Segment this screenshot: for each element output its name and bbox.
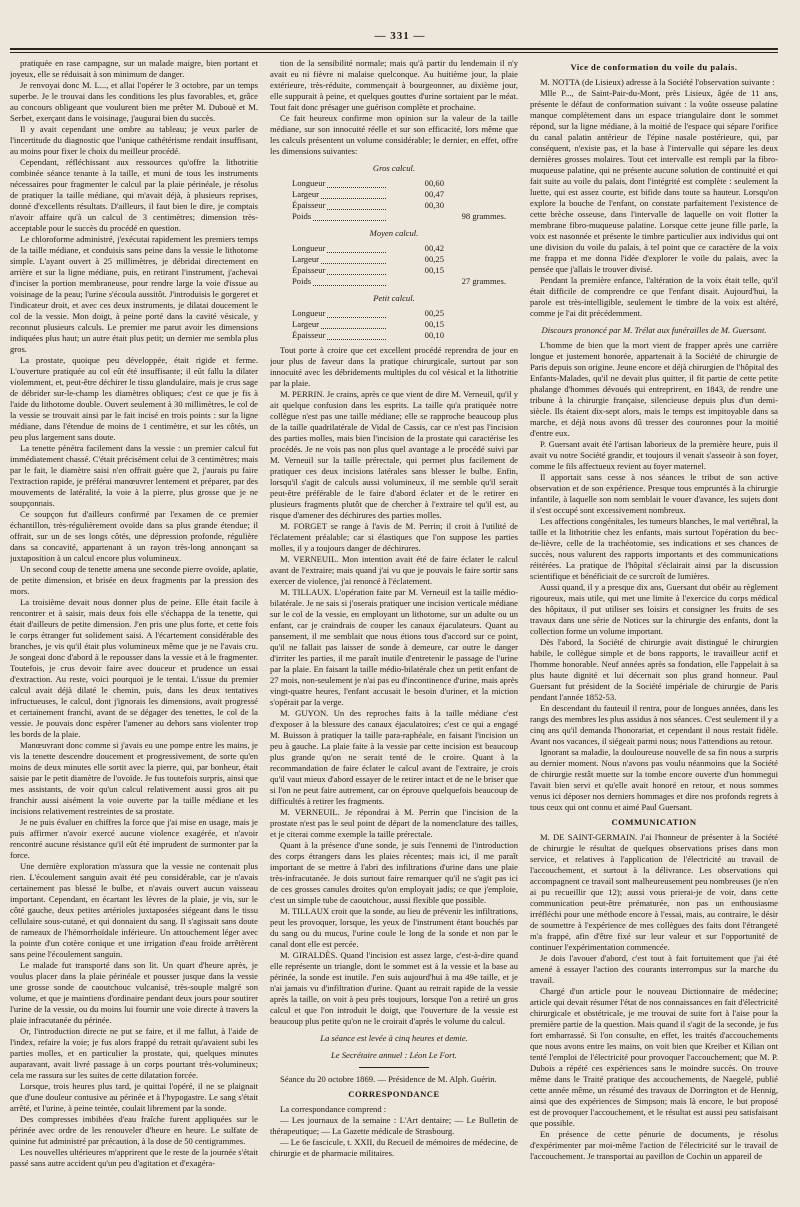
measurement-row bbox=[270, 189, 518, 200]
secretary-signature: Le Secrétaire annuel : Léon Le Fort. bbox=[331, 1050, 457, 1060]
measurement-label: Largeur bbox=[292, 319, 320, 329]
measurement-total: 98 grammes. bbox=[461, 211, 506, 221]
paragraph: L'homme de bien que la mort vient de frapper après une carrière longue et justement honorée, appartenait à la Société de chirurgie de Paris depuis son origine. Jeune encore et déjà chirurgien de l'hôpital des Enfants-Malades, qu'il ne devait plus quitter, il fit partie de cette petite phalange d'hommes dévoués qui entreprirent, en 1843, de rendre une tribune à la chirurgie française, silencieuse depuis plus d'un demi-siècle. Ils étaient dix-sept alors, mais le temps est impitoyable dans sa marche, et déjà nous avons dû tresser des couronnes pour la moitié d'entre eux. bbox=[530, 340, 778, 438]
measurement-label: Longueur bbox=[292, 178, 326, 188]
paragraph: La tenette pénétra facilement dans la vessie : un premier calcul fut immédiatement chassé. C'était précisément celui de 3 centimètres; mais par le fait, le diamètre saisi n'en offrait guère que 2, j'aurais pu faire l'extraction rapide, je préférai manœuvrer lentement et préparer, par des mouvements de latéralité, la voie à la pierre, plus grosse que je ne soupçonnais. bbox=[10, 443, 258, 508]
measurement-total bbox=[444, 178, 506, 189]
paragraph: Lorsque, trois heures plus tard, je quittai l'opéré, il ne se plaignait que d'une douleur contusive au périnée et à l'hypogastre. Le sang s'était arrêté, et l'urine, à peine teintée, coulait librement par la sonde. bbox=[10, 1081, 258, 1113]
paragraph: pratiquée en rase campagne, sur un malade maigre, bien portant et joyeux, elle se réduisait à son minimum de danger. bbox=[10, 58, 258, 79]
measurement-table bbox=[270, 178, 518, 222]
measurement-row bbox=[270, 330, 518, 341]
measurement-value bbox=[392, 276, 444, 287]
measurement-row bbox=[270, 178, 518, 189]
measurement-row bbox=[270, 265, 518, 276]
paragraph: Quant à la présence d'une sonde, je suis l'ennemi de l'introduction des corps étrangers dans les plaies récentes; mais ici, il me paraît important de se mettre à l'abri des infiltrations d'urine dans une plaie très-infracutanée. Je dois surtout faire remarquer qu'il ne s'agit pas ici de ces grosses canules droites qu'on employait jadis; ce que j'emploie, c'est un simple tube de caoutchouc, aussi flexible que possible. bbox=[270, 840, 518, 905]
paragraph: Dès l'abord, la Société de chirurgie avait distingué le chirurgien habile, le collègue simple et de bons rapports, le travailleur actif et l'homme honorable. Neuf années après sa fondation, elle l'appelait à sa plus haute dignité et lui décernait son plus grand honneur. Paul Guersant fut président de la Société impériale de chirurgie de Paris pendant l'année 1852-53. bbox=[530, 637, 778, 702]
paragraph: Tout porte à croire que cet excellent procédé reprendra de jour en jour plus de faveur dans la pratique chirurgicale, surtout par son innocuité avec les débridements multiples du col vésical et la lithotritie par la plaie. bbox=[270, 345, 518, 388]
measurement-total bbox=[444, 200, 506, 211]
measurement-row bbox=[270, 254, 518, 265]
measurement-table bbox=[270, 243, 518, 287]
paragraph: Manœuvrant donc comme si j'avais eu une pompe entre les mains, je vis la tenette descendre doucement et progressivement, de sorte qu'en moins de deux minutes elle sortit avec la pierre, qui, par bonheur, était saisie par le petit diamètre de l'ovoïde. Je fus toutefois surpris, ainsi que mes assistants, de voir qu'un calcul relativement aussi gros ait pu franchir aussi aisément la voie ouverte par la taille médiane et les incisions relativement restreintes de sa prostate. bbox=[10, 740, 258, 816]
table-title: Gros calcul. bbox=[372, 163, 416, 173]
table-title: Moyen calcul. bbox=[369, 228, 419, 238]
section-title: CORRESPONDANCE bbox=[348, 1089, 440, 1099]
measurement-label: Longueur bbox=[292, 243, 326, 253]
measurement-label: Épaisseur bbox=[292, 330, 326, 340]
measurement-label: Épaisseur bbox=[292, 265, 326, 275]
paragraph: Je renvoyai donc M. L..., et allai l'opérer le 3 octobre, par un temps superbe. Je le trouvai dans les conditions les plus favorables, et, grâce au concours obligeant que voulurent bien me prêter M. Dubouë et M. Serbet, exerçant dans le voisinage, j'augurai bien du succès. bbox=[10, 80, 258, 123]
measurement-value: 00,10 bbox=[424, 330, 444, 340]
column-right bbox=[530, 58, 778, 1201]
paragraph: En descendant du fauteuil il rentra, pour de longues années, dans les rangs des membres les plus assidus à nos séances. C'est seulement il y a cinq ans qu'il demanda l'honorariat, et cependant il nous restait fidèle. Avant nos vacances, il siégeait parmi nous; nous l'attendions au retour. bbox=[530, 703, 778, 746]
header-rule bbox=[10, 48, 778, 50]
session-closing: La séance est levée à cinq heures et demie. bbox=[320, 1033, 468, 1043]
paragraph: Ce soupçon fut d'ailleurs confirmé par l'examen de ce premier échantillon, très-régulièrement ovoïde dans sa plus grande étendue; il offrait, sur un de ses longs côtés, une dépression profonde, régulière dans sa concavité, appartenant à un rayon très-long annonçant sa juxtaposition à un calcul encore plus volumineux. bbox=[10, 509, 258, 563]
measurement-total bbox=[444, 308, 506, 319]
paragraph: Le chloroforme administré, j'exécutai rapidement les premiers temps de la taille médiane, et conduisis sans peine dans la vessie le lithotome simple. L'ayant ouvert à 25 millimètres, je débridai directement en arrière et sur la ligne médiane, puis, en retirant l'instrument, j'achevai d'inciser la portion membraneuse, pour rendre large la voie d'issue au voisinage de la peau; l'urine s'écoula aussitôt. J'introduisis le gorgeret et l'indicateur droit, et avec ces deux instruments, je dilatai doucement le col de la vessie. Mon doigt, à peine porté dans la cavité vésicale, y reconnut plusieurs calculs. Le premier me parut avoir les dimensions indiquées plus haut; un autre était plus petit; un dernier me sembla plus gros. bbox=[10, 234, 258, 354]
measurement-total bbox=[444, 319, 506, 330]
paragraph: — Les journaux de la semaine : L'Art dentaire; — Le Bulletin de thérapeutique; — La Gazette médicale de Strasbourg. bbox=[270, 1115, 518, 1136]
measurement-value: 00,25 bbox=[424, 308, 444, 318]
paragraph: Je ne puis évaluer en chiffres la force que j'ai mise en usage, mais je puis affirmer n'avoir exercé aucune violence exagérée, et n'avoir rencontré aucune résistance qu'il eût été imprudent de surmonter par la force. bbox=[10, 817, 258, 860]
measurement-value: 00,47 bbox=[424, 189, 444, 199]
paragraph: P. Guersant avait été l'artisan laborieux de la première heure, puis il avait vu notre Société grandir, et toujours il venait s'asseoir à son foyer, comme le fils affectueux revient au foyer maternel. bbox=[530, 439, 778, 471]
header-rule-thin bbox=[10, 52, 778, 53]
paragraph: La correspondance comprend : bbox=[280, 1104, 387, 1114]
paragraph: M. DE SAINT-GERMAIN. J'ai l'honneur de présenter à la Société de chirurgie le résultat de quelques observations prises dans mon service, et relatives à l'application de l'électricité au travail de l'accouchement, et surtout à la délivrance. Les observations qui accompagnent ce travail sont malheureusement peu nombreuses (je n'en ai pu recueillir que 12); aussi vous prierai-je de voir, dans cette communication peut-être prématurée, non pas un enthousiasme irréfléchi pour une méthode encore à l'essai, mais, au contraire, le désir de soumettre à l'expérience de mes collègues des faits dont l'étrangeté m'a frappé, afin d'être fixé sur leur valeur et sur l'opportunité de continuer l'expérimentation commencée. bbox=[530, 832, 778, 952]
column-middle bbox=[270, 58, 518, 1201]
paragraph: Les nouvelles ultérieures m'apprirent que le reste de la journée s'était passé sans autre accident qu'un peu d'agitation et d'exagéra- bbox=[10, 1147, 258, 1168]
text-columns bbox=[10, 58, 778, 1201]
paragraph: Aussi quand, il y a presque dix ans, Guersant dut obéir au règlement rigoureux, mais utile, qui met une limite à l'exercice du corps médical des hôpitaux, il put utiliser ses loisirs et consigner les fruits de ses travaux dans une série de Notices sur la chirurgie des enfants, dont la collection forme un volume important. bbox=[530, 582, 778, 636]
measurement-value bbox=[392, 211, 444, 222]
paragraph: — Le 6e fascicule, t. XXII, du Recueil de mémoires de médecine, de chirurgie et de pharmacie militaires. bbox=[270, 1137, 518, 1158]
measurement-row bbox=[270, 319, 518, 330]
paragraph: M. TILLAUX croit que la sonde, au lieu de prévenir les infiltrations, peut les provoquer, lorsque, les yeux de l'instrument étant bouchés par du sang ou du mucus, l'urine coule le long de la sonde et non par le canal dont elle est percée. bbox=[270, 906, 518, 949]
page-header: — 331 — bbox=[374, 30, 426, 42]
section-title: COMMUNICATION bbox=[611, 817, 697, 827]
paragraph: En présence de cette pénurie de documents, je résolus d'expérimenter par moi-même l'action de l'électricité sur le travail de l'accouchement. Je transportai au pavillon de Cochin un appareil de bbox=[530, 1129, 778, 1161]
measurement-label: Épaisseur bbox=[292, 200, 326, 210]
paragraph: Ce fait heureux confirme mon opinion sur la valeur de la taille médiane, sur son innocuité réelle et sur son efficacité, lors même que les calculs présentent un volume considérable; le dernier, en effet, offre les dimensions suivantes: bbox=[270, 113, 518, 156]
paragraph: Je dois l'avouer d'abord, c'est tout à fait fortuitement que j'ai été amené à essayer l'action des courants interrompus sur la marche du travail. bbox=[530, 953, 778, 985]
paragraph: Une dernière exploration m'assura que la vessie ne contenait plus rien. L'écoulement sanguin avait été peu considérable, car je n'avais certainement pas blessé le bulbe, et n'avais ouvert aucun vaisseau important. Cependant, en écartant les lèvres de la plaie, je vis, sur le côté gauche, deux petites artérioles juxtaposées siégeant dans le tissu cellulaire sous-cutané, et qui donnaient du sang. Il s'agissait sans doute de rameaux de l'hémorrhoïdale inférieure. Un attouchement léger avec la pointe d'un cotère conique et une irrigation d'eau froide arrêtèrent sans peine l'écoulement sanguin. bbox=[10, 861, 258, 959]
paragraph: Le malade fut transporté dans son lit. Un quart d'heure après, je voulus placer dans la plaie périnéale et pousser jusque dans la vessie une grosse sonde de caoutchouc vulcanisé, très-souple malgré son volume, et que je maintiens d'ordinaire pendant deux jours pour soutirer l'urine de la vessie, ou du moins lui fournir une voie directe à travers la plaie infracutanée du périnée. bbox=[10, 960, 258, 1025]
paragraph: M. VERNEUIL. Mon intention avait été de faire éclater le calcul avant de l'extraire; mais quand j'ai vu que je pouvais le faire sortir sans exercer de violence, j'ai renoncé à l'éclatement. bbox=[270, 554, 518, 586]
paragraph: Mlle P..., de Saint-Pair-du-Mont, près Lisieux, âgée de 11 ans, présente le défaut de conformation suivant : la voûte osseuse palatine manque complétement dans un espace triangulaire dont le sommet répond, sur la ligne médiane, à la moitié de l'espace qui sépare l'orifice du canal palatin antérieur de l'épine nasale postérieure, qui, par conséquent, n'existe pas, et la base à l'intervalle qui sépare les deux dernières grosses molaires. Tout cet intervalle est rempli par la fibro-muqueuse palatine, qui ne présente aucune solution de continuité et qui fait suite au voile du palais, dont l'intégrité est complète : seulement la luette, qui est assez courte, est bifide dans toute sa hauteur. Lorsqu'on explore la bouche de l'enfant, on constate parfaitement l'existence de cette brèche osseuse, dans l'intervalle de laquelle on voit flotter la membrane fibro-muqueuse palatine. Lorsque cette jeune fille parle, la voix est nasonnée et présente le timbre particulier aux individus qui ont une division du voile du palais, à tel point que ce caractère de la voix me frappa et me donna l'idée d'explorer le voile du palais, avec la pensée que j'allais le trouver divisé. bbox=[530, 88, 778, 274]
measurement-total bbox=[444, 254, 506, 265]
paragraph: Pendant la première enfance, l'altération de la voix était telle, qu'il était difficile de comprendre ce que l'enfant disait. Aujourd'hui, la parole est très-intelligible, seulement le timbre de la voix est altéré, comme je l'ai dit précédemment. bbox=[530, 275, 778, 318]
paragraph: M. GIRALDÈS. Quand l'incision est assez large, c'est-à-dire quand elle représente un triangle, dont le sommet est à la vessie et la base au périnée, la sonde est inutile. J'en suis aujourd'hui à ma 49e taille, et je n'ai jamais vu d'infiltration d'urine. Quant au retrait rapide de la vessie après la taille, on voit à peu près toujours, lorsque l'on a retiré un gros calcul et que l'on introduit le doigt, que l'ouverture de la vessie est beaucoup plus petite qu'on ne le croirait d'après le volume du calcul. bbox=[270, 950, 518, 1026]
measurement-label: Largeur bbox=[292, 254, 320, 264]
paragraph: Ignorant sa maladie, la douloureuse nouvelle de sa fin nous a surpris au dernier moment. Nous n'avons pas voulu néanmoins que la Société de chirurgie restât muette sur la tombe encore ouverte d'un hommegui l'avait bien servi et qu'elle avait honoré en retour, et nous sommes venus ici déposer nos derniers hommages et dire nos profonds regrets à tous ceux qui ont connu et aimé Paul Guersant. bbox=[530, 747, 778, 812]
measurement-row bbox=[270, 276, 518, 287]
measurement-label: Poids bbox=[292, 211, 312, 221]
measurement-label: Largeur bbox=[292, 189, 320, 199]
paragraph: M. TILLAUX. L'opération faite par M. Verneuil est la taille médio-bilatérale. Je ne sais si j'oserais pratiquer une incision verticale médiane sur le col de la vessie, en employant un lithotome, sur un adulte ou un enfant, car je craindrais de couper les canaux éjaculateurs. Quant au pansement, il me semblait que nous étions tous d'accord sur ce point, qu'il ne fallait pas laisser de sonde à demeure, car outre le danger d'irriter les parties, il me paraît inutile d'entretenir le passage de l'urine par la plaie. En faisant la taille médio-bilatérale chez un petit enfant de 27 mois, non-seulement je n'ai pas eu d'incontinence d'urine, mais après vingt-quatre heures, l'enfant accusait le besoin d'uriner, et la miction s'opérait par la verge. bbox=[270, 587, 518, 707]
measurement-value: 00,30 bbox=[424, 200, 444, 210]
measurement-total bbox=[444, 330, 506, 341]
paragraph: Cependant, réfléchissant aux ressources qu'offre la lithotritie combinée séance tenante à la taille, et muni de tous les instruments nécessaires pour fragmenter le calcul par la plaie périnéale, je résolus de pratiquer la taille médiane, qui m'avait déjà, à plusieurs reprises, donné d'excellents résultats. D'ailleurs, il faut bien le dire, je comptais n'avoir affaire qu'à un calcul de 3 centimètres; dimension très-acceptable pour le succès du procédé en question. bbox=[10, 157, 258, 233]
section-divider bbox=[359, 1067, 429, 1068]
table-title: Petit calcul. bbox=[373, 293, 415, 303]
paragraph: M. NOTTA (de Lisieux) adresse à la Société l'observation suivante : bbox=[540, 77, 775, 87]
paragraph: Un second coup de tenette amena une seconde pierre ovoïde, aplatie, de petite dimension, et brisée en deux fragments par la pression des mors. bbox=[10, 564, 258, 596]
paragraph: La troisième devait nous donner plus de peine. Elle était facile à rencontrer et à saisir, mais deux fois elle s'échappa de la tenette, qui était d'ailleurs de petite dimension. J'en pris une plus forte, et cette fois le corps étranger fut solidement saisi. A l'écartement considérable des branches, je vis qu'il était plus volumineux même que je ne l'avais cru. Je songeai donc d'abord à le repousser dans la vessie et à le fragmenter. Toutefois, je crus devoir faire avec douceur et prudence un essai d'extraction. Au reste, voici pourquoi je le tentai. L'issue du premier calcul avait déjà dilaté le chemin, puis, dans les deux tentatives infructueuses, le calcul, dont j'ignorais les dimensions, avait progressé et certainement franchi, avant de se dégager des tenettes, le col de la vessie. Je pouvais donc espérer l'amener au dehors sans violenter trop les bords de la plaie. bbox=[10, 597, 258, 739]
paragraph: M. VERNEUIL. Je répondrai à M. Perrin que l'incision de la prostate n'est pas le seul point de départ de la nomenclature des tailles, et je citerai comme exemple la taille prérectale. bbox=[270, 807, 518, 839]
column-left bbox=[10, 58, 258, 1201]
measurement-total: 27 grammes. bbox=[461, 276, 506, 286]
measurement-value: 00,25 bbox=[424, 254, 444, 264]
paragraph: M. FORGET se range à l'avis de M. Perrin; il croit à l'utilité de l'éclatement préalable; car si élastiques que l'on suppose les parties molles, il y a toujours danger de déchirures. bbox=[270, 521, 518, 553]
measurement-table bbox=[270, 308, 518, 341]
paragraph: M. GUYON. Un des reproches faits à la taille médiane c'est d'exposer à la blessure des canaux éjaculatoires; c'est ce qui a engagé M. Buisson à pratiquer la taille para-raphéale, en faisant l'incision un peu à gauche. La plaie faite à la vessie par cette incision est beaucoup plus grande qu'on ne serait tenté de le croire. Quant à la recommandation de faire éclater le calcul avant de l'extraire, je crois qu'il vaut mieux d'abord essayer de le retirer intact et de ne le briser que si l'on ne peut faire autrement, car on éprouve quelquefois beaucoup de difficultés à retirer les fragments. bbox=[270, 708, 518, 806]
paragraph: Or, l'introduction directe ne put se faire, et il me fallut, à l'aide de l'index, refaire la voie; je fus alors frappé du retrait qu'avaient subi les parties molles, et en particulier la prostate, qui, quelques minutes auparavant, avait livré passage à un corps pourtant très-volumineux; cela me rassura sur les suites de cette dilatation forcée. bbox=[10, 1026, 258, 1080]
paragraph: Des compresses imbibées d'eau fraîche furent appliquées sur le périnée avec ordre de les renouveler d'heure en heure. Le sulfate de quinine fut administré par précaution, à la dose de 50 centigrammes. bbox=[10, 1114, 258, 1146]
measurement-row bbox=[270, 200, 518, 211]
paragraph: Il y avait cependant une ombre au tableau; je veux parler de l'incertitude du diagnostic que l'unique cathétérisme rendait insuffisant, au moins pour fixer le choix du meilleur procédé. bbox=[10, 124, 258, 156]
measurement-value: 00,42 bbox=[424, 243, 444, 253]
measurement-value: 00,15 bbox=[424, 265, 444, 275]
paragraph: Il apportait sans cesse à nos séances le tribut de son active observation et de son expérience. Presque tous empruntés à la chirurgie infantile, à laquelle son nom semblait le vouer d'avance, les sujets dont il s'est occupé sont excessivement nombreux. bbox=[530, 472, 778, 515]
measurement-row bbox=[270, 243, 518, 254]
measurement-row bbox=[270, 211, 518, 222]
section-title: Vice de conformation du voile du palais. bbox=[570, 62, 738, 72]
measurement-label: Longueur bbox=[292, 308, 326, 318]
measurement-total bbox=[444, 243, 506, 254]
measurement-value: 00,15 bbox=[424, 319, 444, 329]
paragraph: La prostate, quoique peu développée, était rigide et ferme. L'ouverture pratiquée au col eût été insuffisante; il eût fallu la dilater violemment, et, peut-être déchirer le tissu glandulaire, mais je crus sage de débrider sur-le-champ les diamètres obliques; c'est ce que je fis à l'aide du lithotome double. Ouvert seulement à 30 millimètres, le col de la vessie se trouvait ainsi par le fait incisé en trois points : sur la ligne médiane, dans l'étendue de moins de 1 centimètre, et sur les côtés, un peu plus largement sans doute. bbox=[10, 355, 258, 442]
measurement-label: Poids bbox=[292, 276, 312, 286]
measurement-value: 00,60 bbox=[424, 178, 444, 188]
paragraph: tion de la sensibilité normale; mais qu'à partir du lendemain il n'y avait eu ni fièvre ni malaise quelconque. Au huitième jour, la plaie extérieure, très-réduite, commençait à bourgeonner, au dixième jour, elle suppurait à peine, et quelques gouttes d'urine sortaient par le méat. Tout fait donc présager une guérison complète et prochaine. bbox=[270, 58, 518, 112]
discourse-title: Discours prononcé par M. Trélat aux funérailles de M. Guersant. bbox=[541, 325, 767, 335]
paragraph: Chargé d'un article pour le nouveau Dictionnaire de médecine; article qui devait résumer l'état de nos connaissances en fait d'électricité chirurgicale et obstétricale, je me trouvai de suite fort à l'aise pour la première partie de la question. Mais quand il s'agit de la seconde, je fus fort embarrassé. Si l'on consulte, en effet, les traités d'accouchements que nous avons entre les mains, on voit bien que Kreiber et Kilian ont tenté l'emploi de l'électricité pour provoquer l'accouchement; que M. P. Dubois a répété ces expériences sans le moindre succès. On trouve même dans le Traité pratique des accouchements, de Naegelé, publié cette année même, un résumé des travaux de Dorrington et de Hennig, ainsi que des expériences de Simpson; mais là encore, le but proposé est de provoquer l'accouchement, et le résultat est aussi peu satisfaisant que possible. bbox=[530, 986, 778, 1128]
session-heading: Séance du 20 octobre 1869. — Présidence de M. Alph. Guérin. bbox=[280, 1074, 497, 1084]
measurement-total bbox=[444, 189, 506, 200]
paragraph: Les affections congénitales, les tumeurs blanches, le mal vertébral, la taille et la lithotritie chez les enfants, mais surtout l'opération du bec-de-lièvre, celle de la trachéotomie, ses indications et ses chances de succès, nous valurent des rapports importants et des communications réitérées. La pratique de l'hôpital s'éclairait ainsi par la discussion scientifique et bénéficiait de ce surcroît de lumières. bbox=[530, 516, 778, 581]
measurement-row bbox=[270, 308, 518, 319]
paragraph: M. PERRIN. Je crains, après ce que vient de dire M. Verneuil, qu'il y ait quelque confusion dans les esprits. La taille qu'a pratiquée notre collègue n'est pas une taille médiane; elle se rapproche beaucoup plus de la taille quadrilatérale de Vidal de Cassis, car ce n'est pas l'incision des parties molles, mais bien l'incision de la prostate qui caractérise les procédés. Je ne vois pas non plus quel avantage a le procédé suivi par M. Verneuil sur la taille prérectale, qui permet plus facilement de pratiquer ces deux incisions latérales sans blesser le bulbe. Enfin, lorsqu'il s'agit de calculs aussi volumineux, il me semble qu'il serait peut-être préférable de le faire d'abord éclater et de le retirer en plusieurs fragments plutôt que de chercher à l'extraire tel qu'il est, au risque d'amener des déchirures des parties molles. bbox=[270, 389, 518, 520]
measurement-total bbox=[444, 265, 506, 276]
